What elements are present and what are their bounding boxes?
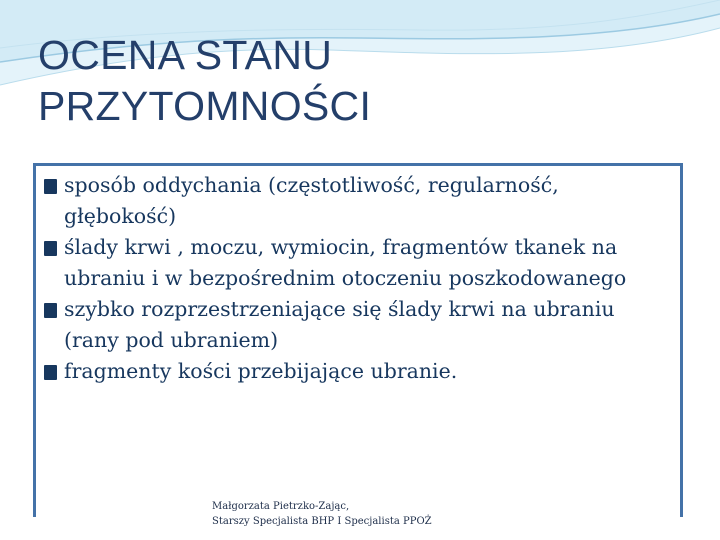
bullet-icon <box>44 365 57 380</box>
slide-title <box>38 30 638 132</box>
bullet-icon <box>44 179 57 194</box>
bullet-text: fragmenty kości przebijające ubranie. <box>64 359 458 383</box>
bullet-icon <box>44 303 57 318</box>
bullet-text: ślady krwi , moczu, wymiocin, fragmentów tkanek na ubraniu i w bezpośrednim otoczeniu poszkodowanego <box>64 235 627 290</box>
bullet-icon <box>44 241 57 256</box>
bullet-item-traces <box>44 232 674 294</box>
bullet-item-bone-fragments <box>44 356 674 387</box>
footer-author: Małgorzata Pietrzko-Zając, <box>212 501 350 512</box>
bullet-text: szybko rozprzestrzeniające się ślady krwi na ubraniu (rany pod ubraniem) <box>64 297 615 352</box>
bullet-list <box>44 170 674 387</box>
bullet-item-blood-spreading <box>44 294 674 356</box>
footer-credit <box>212 499 532 529</box>
title-line-1: OCENA STANU <box>38 32 333 78</box>
bullet-text: sposób oddychania (częstotliwość, regularność, głębokość) <box>64 173 559 228</box>
title-line-2: PRZYTOMNOŚCI <box>38 83 372 129</box>
bullet-item-breathing <box>44 170 674 232</box>
footer-role: Starszy Specjalista BHP I Specjalista PPOŻ <box>212 516 432 527</box>
